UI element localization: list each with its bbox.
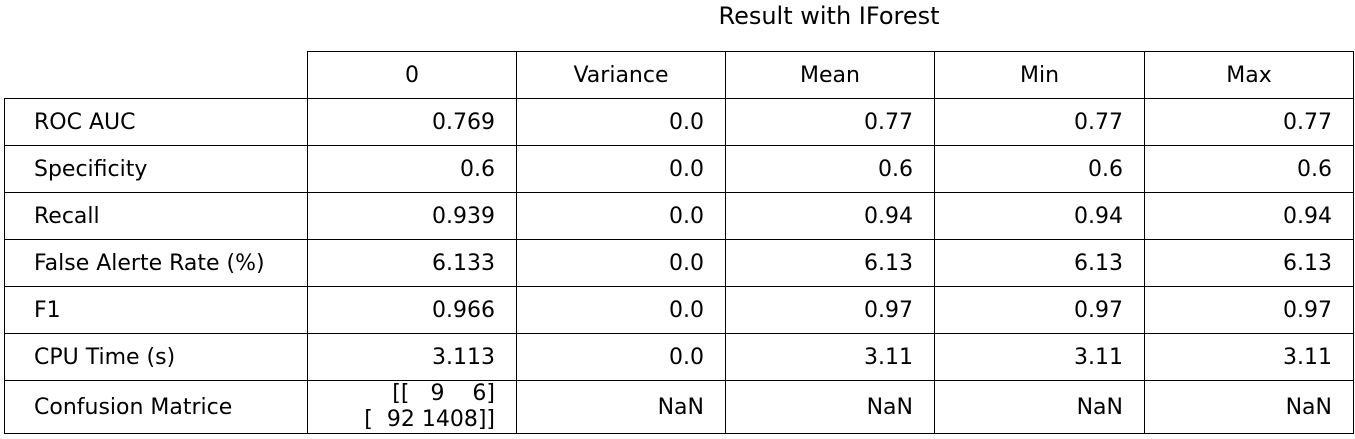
table-cell: 0.6 — [935, 146, 1145, 193]
header-row — [5, 52, 1354, 99]
table-cell: 3.113 — [308, 334, 517, 381]
table-cell: 3.11 — [935, 334, 1145, 381]
table-cell: 0.97 — [1145, 287, 1354, 334]
table-cell: 0.77 — [1145, 99, 1354, 146]
table-cell: 0.0 — [517, 287, 726, 334]
column-header-min: Min — [935, 52, 1145, 99]
table-row — [5, 381, 1354, 434]
table-cell: NaN — [517, 381, 726, 434]
table-cell: 0.77 — [935, 99, 1145, 146]
column-header-mean: Mean — [726, 52, 935, 99]
row-label: Specificity — [5, 146, 308, 193]
row-label: Recall — [5, 193, 308, 240]
table-cell: 3.11 — [726, 334, 935, 381]
table-cell: 3.11 — [1145, 334, 1354, 381]
table-cell: 0.0 — [517, 240, 726, 287]
table-cell: NaN — [726, 381, 935, 434]
row-label: False Alerte Rate (%) — [5, 240, 308, 287]
results-table — [4, 51, 1354, 434]
table-cell: 6.13 — [1145, 240, 1354, 287]
row-label: Confusion Matrice — [5, 381, 308, 434]
corner-cell — [5, 52, 308, 99]
table-cell: 0.6 — [308, 146, 517, 193]
table-cell: 0.77 — [726, 99, 935, 146]
table-title: Result with IForest — [718, 2, 940, 30]
table-cell: 6.133 — [308, 240, 517, 287]
row-label: ROC AUC — [5, 99, 308, 146]
table-cell: 0.0 — [517, 193, 726, 240]
table-row — [5, 240, 1354, 287]
table-row — [5, 193, 1354, 240]
row-label: F1 — [5, 287, 308, 334]
table-cell: NaN — [935, 381, 1145, 434]
table-cell: 0.97 — [935, 287, 1145, 334]
column-header-max: Max — [1145, 52, 1354, 99]
table-cell: 0.966 — [308, 287, 517, 334]
table-row — [5, 99, 1354, 146]
table-cell: 0.0 — [517, 146, 726, 193]
table-cell: 0.6 — [1145, 146, 1354, 193]
table-cell: 0.939 — [308, 193, 517, 240]
table-cell: 0.94 — [935, 193, 1145, 240]
table-row — [5, 334, 1354, 381]
table-cell: 6.13 — [726, 240, 935, 287]
table-cell: 6.13 — [935, 240, 1145, 287]
confusion-matrix-cell: [[ 9 6] [ 92 1408]] — [308, 381, 517, 434]
table-cell: 0.94 — [1145, 193, 1354, 240]
table-cell: 0.0 — [517, 99, 726, 146]
table-cell: 0.97 — [726, 287, 935, 334]
column-header-variance: Variance — [517, 52, 726, 99]
table-row — [5, 146, 1354, 193]
table-row — [5, 287, 1354, 334]
column-header-0: 0 — [308, 52, 517, 99]
table-cell: NaN — [1145, 381, 1354, 434]
table-cell: 0.769 — [308, 99, 517, 146]
table-cell: 0.6 — [726, 146, 935, 193]
table-cell: 0.0 — [517, 334, 726, 381]
table-cell: 0.94 — [726, 193, 935, 240]
row-label: CPU Time (s) — [5, 334, 308, 381]
